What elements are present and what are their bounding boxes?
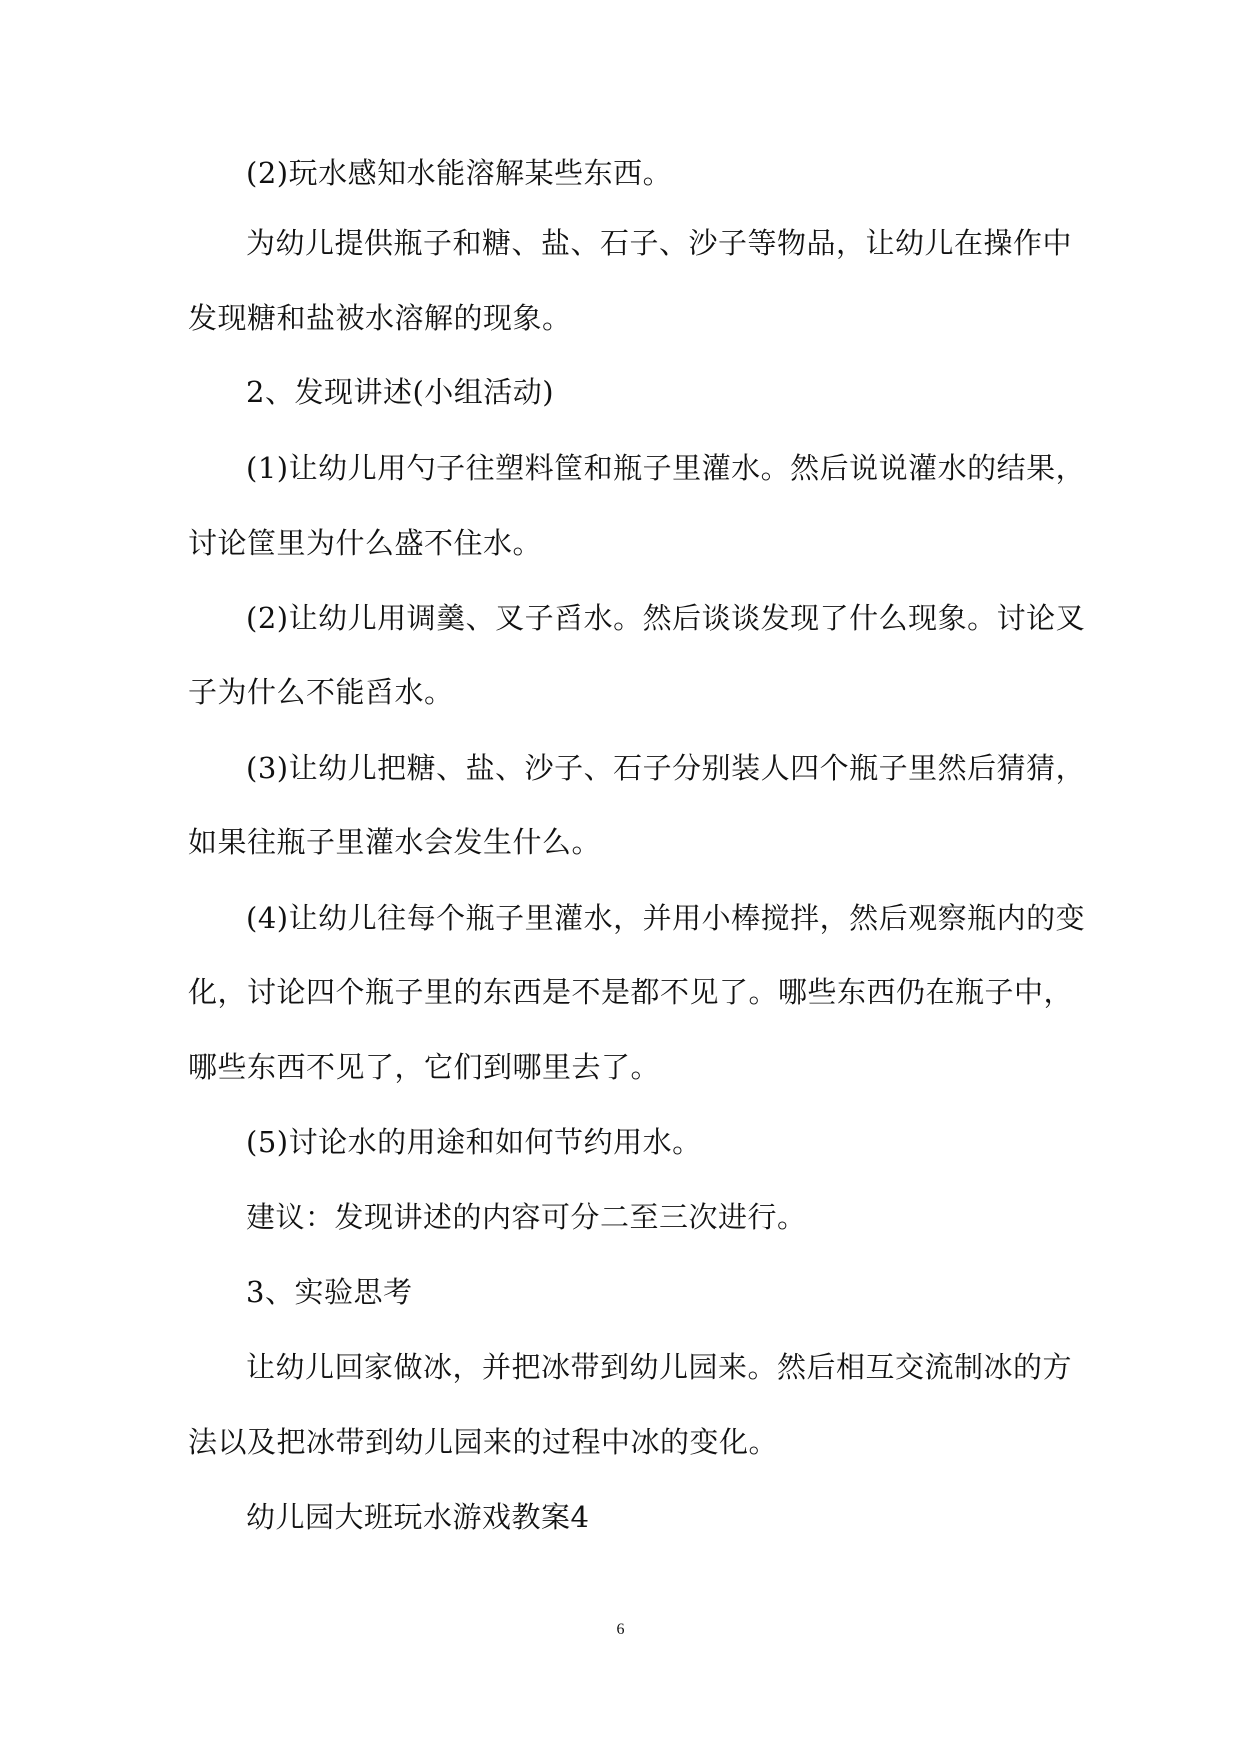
- paragraph-line: 让幼儿回家做冰，并把冰带到幼儿园来。然后相互交流制冰的方: [246, 1350, 1073, 1384]
- paragraph-line: (3)让幼儿把糖、盐、沙子、石子分别装人四个瓶子里然后猜猜，: [246, 751, 1086, 785]
- page-number: 6: [616, 1621, 625, 1638]
- paragraph-line: 法以及把冰带到幼儿园来的过程中冰的变化。: [188, 1425, 779, 1459]
- paragraph-line: (2)玩水感知水能溶解某些东西。: [246, 156, 673, 190]
- paragraph-line: (2)让幼儿用调羹、叉子舀水。然后谈谈发现了什么现象。讨论叉: [246, 601, 1086, 635]
- paragraph-line: 建议：发现讲述的内容可分二至三次进行。: [246, 1200, 807, 1234]
- paragraph-line: 子为什么不能舀水。: [188, 675, 454, 709]
- paragraph-line: 化，讨论四个瓶子里的东西是不是都不见了。哪些东西仍在瓶子中，: [188, 975, 1074, 1009]
- paragraph-line: (4)让幼儿往每个瓶子里灌水，并用小棒搅拌，然后观察瓶内的变: [246, 901, 1086, 935]
- document-title: 幼儿园大班玩水游戏教案4: [246, 1500, 590, 1534]
- paragraph-line: 哪些东西不见了，它们到哪里去了。: [188, 1050, 661, 1084]
- section-heading: 2、发现讲述(小组活动): [246, 375, 555, 409]
- section-heading: 3、实验思考: [246, 1275, 413, 1309]
- paragraph-line: 发现糖和盐被水溶解的现象。: [188, 301, 572, 335]
- paragraph-line: 讨论筐里为什么盛不住水。: [188, 526, 543, 560]
- paragraph-line: 如果往瓶子里灌水会发生什么。: [188, 825, 602, 859]
- paragraph-line: (1)让幼儿用勺子往塑料筐和瓶子里灌水。然后说说灌水的结果，: [246, 451, 1086, 485]
- paragraph-line: 为幼儿提供瓶子和糖、盐、石子、沙子等物品，让幼儿在操作中: [246, 226, 1073, 260]
- paragraph-line: (5)讨论水的用途和如何节约用水。: [246, 1125, 702, 1159]
